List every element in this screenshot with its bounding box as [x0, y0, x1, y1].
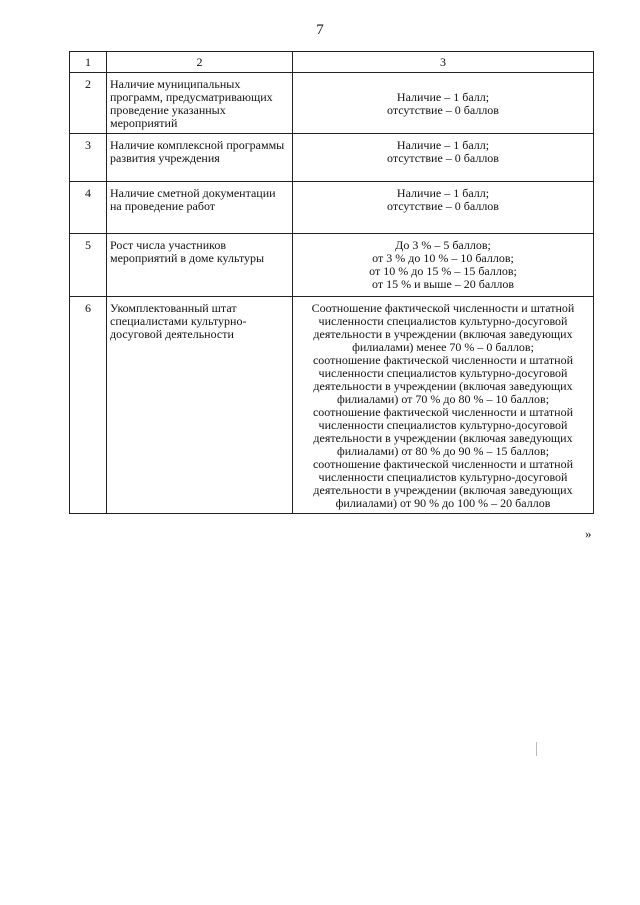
row-number: 6: [70, 297, 107, 514]
score-line: отсутствие – 0 баллов: [387, 199, 499, 213]
criterion-name: Укомплектованный штат специалистами культурно-досуговой деятельности: [107, 297, 293, 514]
criterion-name: Рост числа участников мероприятий в доме культуры: [107, 234, 293, 297]
score-line: деятельности в учреждении (включая заведующих: [313, 379, 573, 393]
score-line: соотношение фактической численности и штатной: [312, 353, 574, 367]
score-line: деятельности в учреждении (включая заведующих: [313, 431, 573, 445]
score-line: деятельности в учреждении (включая заведующих: [313, 327, 573, 341]
scan-artifact: [536, 742, 537, 756]
score-line: До 3 % – 5 баллов;: [395, 238, 491, 252]
table-row: [70, 297, 594, 514]
score-line: филиалами) от 90 % до 100 % – 20 баллов: [335, 496, 551, 510]
score-line: отсутствие – 0 баллов: [387, 151, 499, 165]
criteria-table: [69, 51, 594, 514]
table-row: [70, 182, 594, 234]
score-line: численности специалистов культурно-досуговой: [318, 366, 568, 380]
table-header-row: [70, 52, 594, 73]
column-header-1: 1: [70, 52, 107, 73]
criterion-score: [293, 73, 594, 134]
criterion-score: [293, 182, 594, 234]
criterion-score: [293, 297, 594, 514]
column-header-3: 3: [293, 52, 594, 73]
criterion-score: [293, 234, 594, 297]
score-line: численности специалистов культурно-досуговой: [318, 418, 568, 432]
closing-quote: »: [585, 526, 592, 541]
column-header-2: 2: [107, 52, 293, 73]
criterion-name: Наличие комплексной программы развития учреждения: [107, 134, 293, 182]
score-line: соотношение фактической численности и штатной: [312, 457, 574, 471]
criterion-name: Наличие сметной документации на проведение работ: [107, 182, 293, 234]
score-line: Наличие – 1 балл;: [396, 138, 490, 152]
score-line: Наличие – 1 балл;: [396, 89, 490, 104]
criterion-name: Наличие муниципальных программ, предусматривающих проведение указанных мероприятий: [107, 73, 293, 134]
score-line: отсутствие – 0 баллов: [387, 102, 499, 117]
score-line: филиалами) от 70 % до 80 % – 10 баллов;: [336, 392, 550, 406]
score-line: деятельности в учреждении (включая заведующих: [313, 483, 573, 497]
row-number: 3: [70, 134, 107, 182]
page-number: 7: [316, 22, 324, 38]
row-number: 2: [70, 73, 107, 134]
row-number: 4: [70, 182, 107, 234]
score-line: численности специалистов культурно-досуговой: [318, 470, 568, 484]
table-row: [70, 73, 594, 134]
score-line: Наличие – 1 балл;: [396, 186, 490, 200]
score-line: от 3 % до 10 % – 10 баллов;: [372, 251, 514, 265]
table-row: [70, 134, 594, 182]
score-line: соотношение фактической численности и штатной: [312, 405, 574, 419]
score-line: Соотношение фактической численности и штатной: [311, 301, 575, 315]
row-number: 5: [70, 234, 107, 297]
score-line: от 10 % до 15 % – 15 баллов;: [369, 264, 517, 278]
score-line: численности специалистов культурно-досуговой: [318, 314, 568, 328]
score-line: от 15 % и выше – 20 баллов: [372, 277, 514, 291]
score-line: филиалами) от 80 % до 90 % – 15 баллов;: [336, 444, 550, 458]
score-line: филиалами) менее 70 % – 0 баллов;: [352, 340, 534, 354]
table-row: [70, 234, 594, 297]
criterion-score: [293, 134, 594, 182]
